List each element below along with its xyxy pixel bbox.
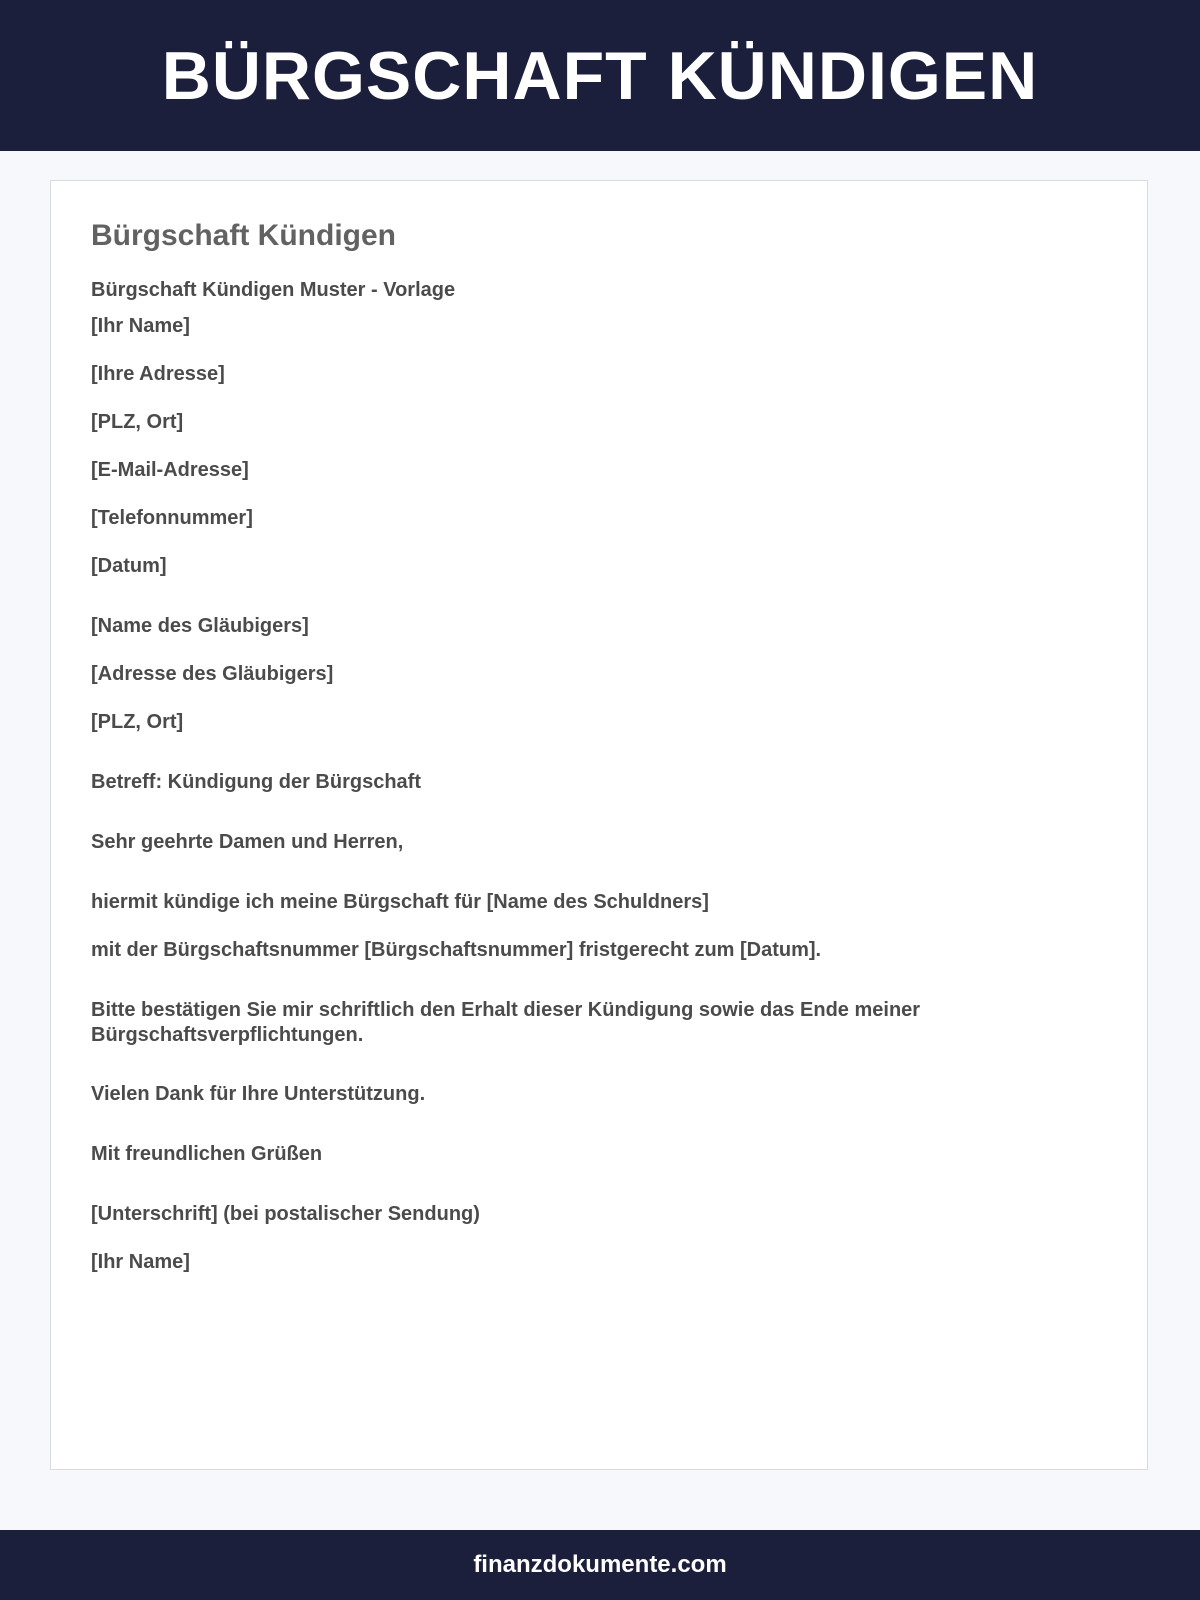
signature-name: [Ihr Name]: [91, 1251, 190, 1273]
letter-subject: Betreff: Kündigung der Bürgschaft: [91, 771, 421, 793]
letter-closing: Mit freundlichen Grüßen: [91, 1143, 323, 1165]
page-header: [0, 0, 1200, 151]
document-subtitle: Bürgschaft Kündigen Muster - Vorlage: [91, 279, 456, 301]
body-line-2: mit der Bürgschaftsnummer [Bürgschaftsnummer] fristgerecht zum [Datum].: [91, 939, 822, 961]
sender-city: [PLZ, Ort]: [91, 411, 184, 433]
letter-date: [Datum]: [91, 555, 167, 577]
body-line-1: hiermit kündige ich meine Bürgschaft für [Name des Schuldners]: [91, 891, 709, 913]
body-confirmation: Bitte bestätigen Sie mir schriftlich den Erhalt dieser Kündigung sowie das Ende meiner Bürgschaftsverpflichtungen.: [91, 999, 921, 1046]
recipient-name: [Name des Gläubigers]: [91, 615, 309, 637]
page-title: BÜRGSCHAFT KÜNDIGEN: [161, 37, 1039, 114]
letter-salutation: Sehr geehrte Damen und Herren,: [91, 831, 404, 853]
document-title: Bürgschaft Kündigen: [91, 219, 396, 252]
footer-site-name: finanzdokumente.com: [473, 1551, 727, 1578]
sender-phone: [Telefonnummer]: [91, 507, 253, 529]
sender-email: [E-Mail-Adresse]: [91, 459, 249, 481]
sender-address: [Ihre Adresse]: [91, 363, 225, 385]
recipient-city: [PLZ, Ort]: [91, 711, 184, 733]
document-card: [50, 180, 1148, 1470]
signature-line: [Unterschrift] (bei postalischer Sendung): [91, 1203, 480, 1225]
sender-name: [Ihr Name]: [91, 315, 190, 337]
recipient-address: [Adresse des Gläubigers]: [91, 663, 334, 685]
page-footer: [0, 1530, 1200, 1600]
body-thanks: Vielen Dank für Ihre Unterstützung.: [91, 1083, 426, 1105]
